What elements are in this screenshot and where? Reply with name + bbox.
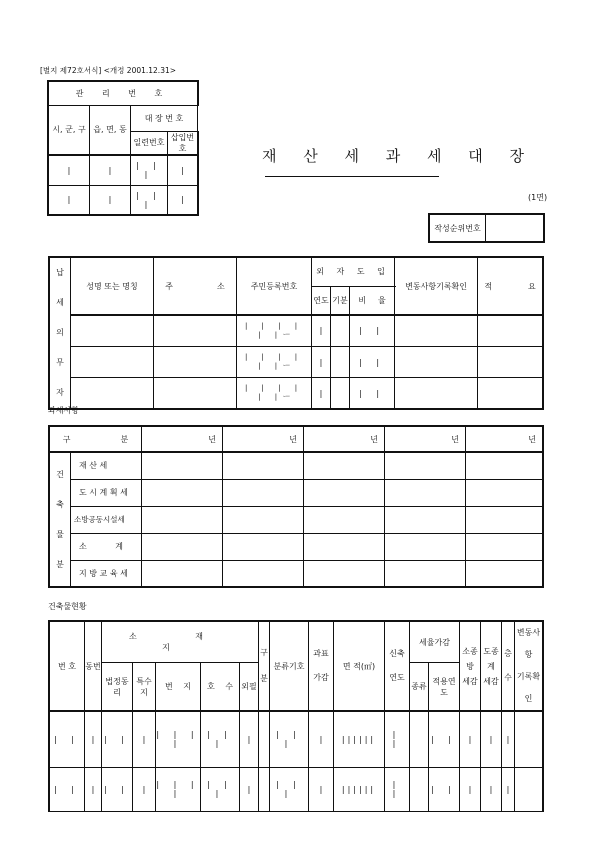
bld-cell[interactable]: | | <box>102 767 133 811</box>
bld-ho-header: 호 수 <box>201 663 240 711</box>
bld-cell[interactable]: | | <box>49 767 85 811</box>
bld-rate-header: 세율가감 <box>410 621 460 663</box>
bld-cell[interactable] <box>410 767 429 811</box>
bld-cell[interactable]: | <box>481 767 502 811</box>
taxpayer-side-5: 자 <box>56 388 64 397</box>
mgmt-cell[interactable]: | <box>48 185 90 215</box>
bld-cell[interactable]: | <box>240 767 259 811</box>
tax-cell[interactable] <box>142 560 223 587</box>
taxpayer-side-2: 세 <box>56 298 64 307</box>
import-ratio-cell[interactable]: | | <box>350 315 395 346</box>
change-a: 변동사항 <box>516 628 541 659</box>
taxpayer-side-3: 의 <box>56 328 64 337</box>
taxpayer-name-cell[interactable] <box>71 378 154 409</box>
tax-section-label: 과세사항 <box>48 406 79 415</box>
fire-c: 세감 <box>462 676 478 686</box>
taxpayer-remark-cell[interactable] <box>478 378 543 409</box>
taxpayer-resid-cell[interactable]: | | | | | |ㅡ <box>237 378 312 409</box>
mgmt-cell[interactable]: | <box>48 155 90 185</box>
mgmt-serial: 일련번호 <box>131 131 168 155</box>
tax-gubun-header <box>49 426 142 452</box>
taxpayer-change-header: 변동사항기록확인 <box>395 257 478 315</box>
taxpayer-table <box>48 256 544 410</box>
tax-cell[interactable] <box>304 506 385 533</box>
import-base-cell[interactable] <box>331 315 350 346</box>
bld-cell[interactable]: | | | | <box>156 767 201 811</box>
city-b: 계 <box>487 661 495 671</box>
tax-cell[interactable] <box>142 479 223 506</box>
bld-change-header <box>515 621 544 711</box>
tax-side-2: 축 <box>56 499 64 509</box>
mgmt-cell[interactable]: | <box>90 185 131 215</box>
bld-cell[interactable]: | | | <box>201 767 240 811</box>
tax-row-fire: 소방공동시설세 <box>71 506 142 533</box>
taxpayer-name-cell[interactable] <box>71 346 154 377</box>
bld-fire-header <box>460 621 481 711</box>
bld-city-header <box>481 621 502 711</box>
taxpayer-side <box>49 257 71 409</box>
page-title: 재 산 세 과 세 대 장 <box>262 147 536 165</box>
mgmt-cell[interactable]: | <box>90 155 131 185</box>
bld-no-header: 번 호 <box>49 621 85 711</box>
ratio-a: 비 <box>358 295 367 305</box>
gu-a: 구 <box>260 648 268 657</box>
tax-row-education: 지 방 교 육 세 <box>71 560 142 587</box>
bld-cell[interactable]: | <box>460 711 481 767</box>
order-number-table <box>428 213 545 243</box>
bld-cell[interactable]: | <box>85 767 102 811</box>
mgmt-insert: 삽입번호 <box>168 131 199 155</box>
bld-cell[interactable]: | | | <box>270 767 309 811</box>
taxpayer-resid-cell[interactable]: | | | | | |ㅡ <box>237 346 312 377</box>
fire-a: 소종 <box>462 646 478 656</box>
bld-cell[interactable]: | <box>460 767 481 811</box>
import-base: 기분 <box>331 286 350 315</box>
bld-cell[interactable]: | <box>309 767 334 811</box>
bld-special-header: 특수지 <box>133 663 156 711</box>
bld-bunji-header: 번 지 <box>156 663 201 711</box>
taxpayer-side-1: 납 <box>56 268 64 277</box>
tax-year-1[interactable]: 년 <box>142 426 223 452</box>
taxpayer-addr-cell[interactable] <box>154 346 237 377</box>
bld-gu-header <box>259 621 270 711</box>
taxpayer-change-cell[interactable] <box>395 315 478 346</box>
bld-cell[interactable]: | <box>133 711 156 767</box>
tax-row-subtotal <box>71 533 142 560</box>
tax-cell[interactable] <box>385 506 466 533</box>
taxpayer-resid-cell[interactable]: | | | | | |ㅡ <box>237 315 312 346</box>
form-label: [별지 제72호서식] <개정 2001.12.31> <box>40 66 177 75</box>
bld-cell[interactable]: | | <box>385 711 410 767</box>
layer-a: 층 <box>504 649 512 658</box>
tax-cell[interactable] <box>385 533 466 560</box>
bld-cell[interactable]: | | | <box>270 711 309 767</box>
tax-side <box>49 452 71 587</box>
bld-cell[interactable]: | | | <box>201 711 240 767</box>
bld-cell[interactable] <box>259 767 270 811</box>
management-number-table <box>47 80 199 216</box>
bld-kind-header: 종류 <box>410 663 429 711</box>
tax-year-3[interactable]: 년 <box>304 426 385 452</box>
tax-cell[interactable] <box>142 452 223 479</box>
tax-cell[interactable] <box>223 560 304 587</box>
remark-a: 적 <box>484 281 493 291</box>
taxbase-b: 가감 <box>313 673 329 682</box>
taxpayer-import-header: 외 자 도 입 <box>312 257 395 286</box>
bld-taxbase-header <box>309 621 334 711</box>
gu-b: 분 <box>260 674 268 683</box>
bld-cell[interactable]: | | <box>102 711 133 767</box>
taxpayer-addr-cell[interactable] <box>154 315 237 346</box>
tax-year-4[interactable]: 년 <box>385 426 466 452</box>
bld-cell[interactable]: | | <box>429 767 460 811</box>
subtotal-label: 소 계 <box>79 542 123 551</box>
import-year-cell[interactable]: | <box>312 378 331 409</box>
resid-mark: ㅡ <box>283 362 290 371</box>
import-year-cell[interactable]: | <box>312 315 331 346</box>
tax-table <box>48 425 544 588</box>
mgmt-cell[interactable]: | <box>168 185 199 215</box>
import-year-cell[interactable]: | <box>312 346 331 377</box>
tax-cell[interactable] <box>304 452 385 479</box>
tax-cell[interactable] <box>223 533 304 560</box>
bld-cell[interactable]: | <box>309 711 334 767</box>
taxpayer-addr-cell[interactable] <box>154 378 237 409</box>
tax-cell[interactable] <box>223 452 304 479</box>
building-table <box>48 620 544 812</box>
tax-cell[interactable] <box>385 452 466 479</box>
bld-cell[interactable]: |||||| <box>334 711 385 767</box>
addr-b: 소 <box>217 281 225 291</box>
taxpayer-name-cell[interactable] <box>71 315 154 346</box>
bld-cell[interactable]: | | <box>429 711 460 767</box>
bld-cell[interactable] <box>410 711 429 767</box>
bld-cell[interactable] <box>259 711 270 767</box>
tax-side-1: 건 <box>56 469 64 479</box>
taxpayer-addr-header <box>154 257 237 315</box>
tax-cell[interactable] <box>304 560 385 587</box>
tax-cell[interactable] <box>223 506 304 533</box>
taxpayer-remark-cell[interactable] <box>478 346 543 377</box>
import-base-cell[interactable] <box>331 346 350 377</box>
change-b: 기록확인 <box>516 672 541 703</box>
mgmt-cell[interactable]: | | | <box>131 155 168 185</box>
mgmt-ledger: 대 장 번 호 <box>131 105 198 131</box>
bld-dong-header: 동번 <box>85 621 102 711</box>
bld-outside-header: 외필 <box>240 663 259 711</box>
gubun-b: 분 <box>120 434 129 444</box>
order-value[interactable] <box>486 214 545 242</box>
tax-row-urban: 도 시 계 획 세 <box>71 479 142 506</box>
bld-cell[interactable]: | <box>481 711 502 767</box>
tax-cell[interactable] <box>385 479 466 506</box>
mgmt-col-area: 시, 군, 구 <box>48 105 90 155</box>
import-year: 연도 <box>312 286 331 315</box>
new-a: 신축 <box>389 649 405 658</box>
taxpayer-change-cell[interactable] <box>395 346 478 377</box>
bld-cell[interactable]: | | <box>385 767 410 811</box>
bld-cell[interactable]: |||||| <box>334 767 385 811</box>
addr-a: 주 <box>165 281 173 291</box>
tax-cell[interactable] <box>142 506 223 533</box>
taxpayer-remark-header <box>478 257 543 315</box>
bld-layer-header <box>502 621 515 711</box>
bld-cell[interactable]: | | | | <box>156 711 201 767</box>
tax-cell[interactable] <box>223 479 304 506</box>
title-underline <box>265 176 439 177</box>
import-ratio-cell[interactable]: | | <box>350 346 395 377</box>
bld-apply-year-header: 적용연도 <box>429 663 460 711</box>
gubun-a: 구 <box>62 434 71 444</box>
bld-cell[interactable]: | | <box>49 711 85 767</box>
tax-cell[interactable] <box>385 560 466 587</box>
tax-cell[interactable] <box>304 533 385 560</box>
tax-cell[interactable] <box>466 560 544 587</box>
bld-area-header: 면 적(㎡) <box>334 621 385 711</box>
bld-cell[interactable]: | <box>502 711 515 767</box>
mgmt-col-dong: 읍, 면, 동 <box>90 105 131 155</box>
taxpayer-side-4: 무 <box>56 358 64 367</box>
taxpayer-resid-header: 주민등록번호 <box>237 257 312 315</box>
bld-cell[interactable]: | <box>85 711 102 767</box>
tax-cell[interactable] <box>304 479 385 506</box>
mgmt-header: 관 리 번 호 <box>48 81 198 105</box>
bld-class-header: 분류기호 <box>270 621 309 711</box>
ratio-b: 율 <box>378 295 386 305</box>
import-ratio-cell[interactable]: | | <box>350 378 395 409</box>
taxpayer-change-cell[interactable] <box>395 378 478 409</box>
resid-mark: ㅡ <box>283 330 290 339</box>
tax-cell[interactable] <box>466 533 544 560</box>
tax-cell[interactable] <box>466 506 544 533</box>
bld-new-header <box>385 621 410 711</box>
mgmt-cell[interactable]: | | | <box>131 185 168 215</box>
bld-cell[interactable]: | <box>133 767 156 811</box>
bld-loc-header: 소 재 지 <box>102 621 259 663</box>
page-number: (1면) <box>528 193 548 202</box>
taxpayer-remark-cell[interactable] <box>478 315 543 346</box>
taxpayer-name-header: 성명 또는 명칭 <box>71 257 154 315</box>
tax-side-3: 물 <box>56 529 64 539</box>
fire-b: 방 <box>466 661 474 671</box>
bld-cell[interactable] <box>515 711 544 767</box>
tax-side-4: 분 <box>56 559 64 569</box>
mgmt-cell[interactable]: | <box>168 155 199 185</box>
bld-beopjeong-header: 법정동리 <box>102 663 133 711</box>
tax-cell[interactable] <box>142 533 223 560</box>
bld-cell[interactable]: | <box>240 711 259 767</box>
building-section-label: 건축물현황 <box>48 602 87 611</box>
layer-b: 수 <box>504 673 512 682</box>
import-base-cell[interactable] <box>331 378 350 409</box>
tax-row-property: 재 산 세 <box>71 452 142 479</box>
city-a: 도종 <box>483 646 499 656</box>
tax-cell[interactable] <box>466 479 544 506</box>
tax-cell[interactable] <box>466 452 544 479</box>
order-label: 작성순위번호 <box>429 214 486 242</box>
tax-year-2[interactable]: 년 <box>223 426 304 452</box>
bld-cell[interactable]: | <box>502 767 515 811</box>
bld-cell[interactable] <box>515 767 544 811</box>
tax-year-5[interactable]: 년 <box>466 426 544 452</box>
city-c: 세감 <box>483 676 499 686</box>
new-b: 연도 <box>389 673 405 682</box>
import-ratio <box>350 286 395 315</box>
remark-b: 요 <box>528 281 536 291</box>
taxbase-a: 과표 <box>313 649 329 658</box>
resid-mark: ㅡ <box>283 393 290 402</box>
